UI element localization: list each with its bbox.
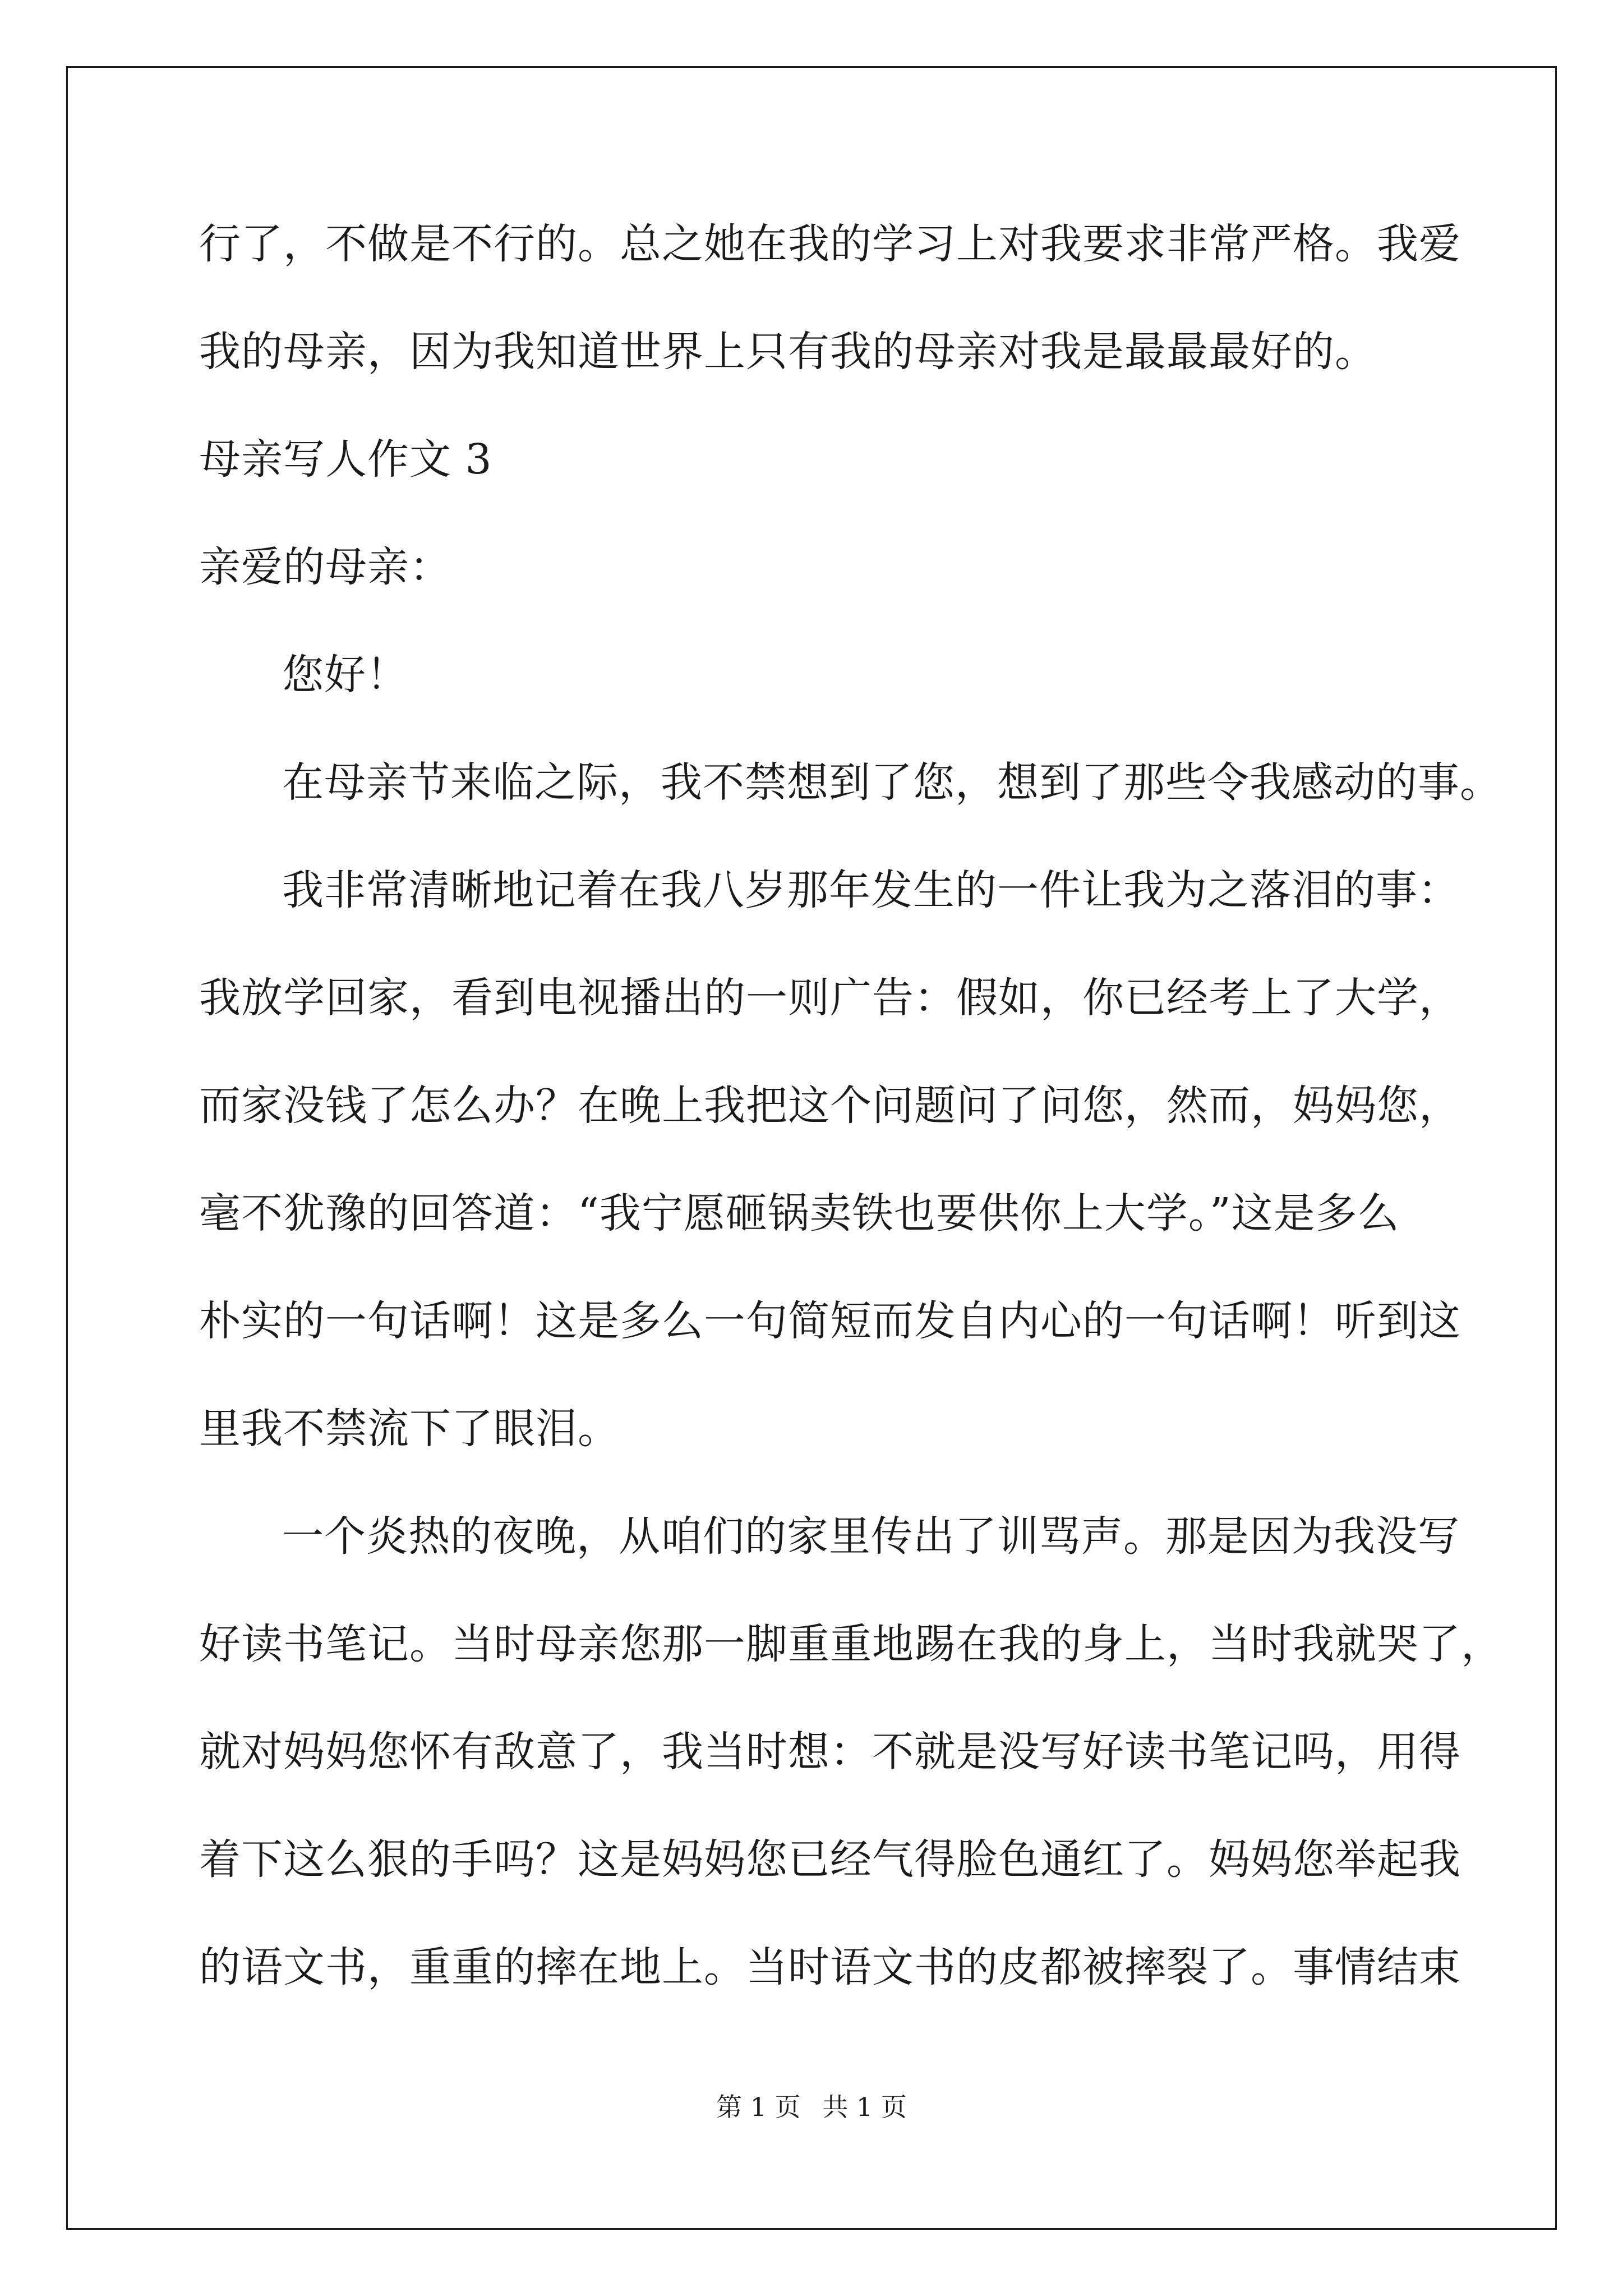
paragraph-line: 我放学回家，看到电视播出的一则广告：假如，你已经考上了大学， [199,974,1461,1022]
paragraph-line: 的语文书，重重的摔在地上。当时语文书的皮都被摔裂了。事情结束 [199,1943,1461,1991]
paragraph-line: 一个炎热的夜晚，从咱们的家里传出了训骂声。那是因为我没写 [282,1512,1460,1561]
page-number-current: 第 1 页 [716,2092,801,2122]
paragraph-line: 着下这么狠的手吗？这是妈妈您已经气得脸色通红了。妈妈您举起我 [199,1835,1461,1884]
text-line: 我的母亲，因为我知道世界上只有我的母亲对我是最最最好的。 [199,328,1377,376]
paragraph-line: 毫不犹豫的回答道：“我宁愿砸锅卖铁也要供你上大学。”这是多么 [199,1189,1400,1237]
salutation: 亲爱的母亲： [199,543,451,591]
paragraph-line: 好读书笔记。当时母亲您那一脚重重地踢在我的身上，当时我就哭了， [199,1620,1503,1668]
greeting: 您好！ [282,651,408,699]
paragraph-line: 朴实的一句话啊！这是多么一句简短而发自内心的一句话啊！听到这 [199,1297,1461,1345]
paragraph-line: 而家没钱了怎么办？在晚上我把这个问题问了问您，然而，妈妈您， [199,1082,1461,1130]
section-heading: 母亲写人作文 3 [199,435,492,484]
paragraph-line: 就对妈妈您怀有敌意了，我当时想：不就是没写好读书笔记吗，用得 [199,1728,1461,1776]
paragraph-line: 里我不禁流下了眼泪。 [199,1405,620,1453]
page-border [66,66,1557,2230]
page-number-total: 共 1 页 [822,2092,907,2122]
paragraph-line: 我非常清晰地记着在我八岁那年发生的一件让我为之落泪的事： [282,866,1460,914]
text-line: 行了，不做是不行的。总之她在我的学习上对我要求非常严格。我爱 [199,220,1461,268]
page-footer [0,2087,1623,2124]
paragraph-line: 在母亲节来临之际，我不禁想到了您，想到了那些令我感动的事。 [282,758,1502,807]
